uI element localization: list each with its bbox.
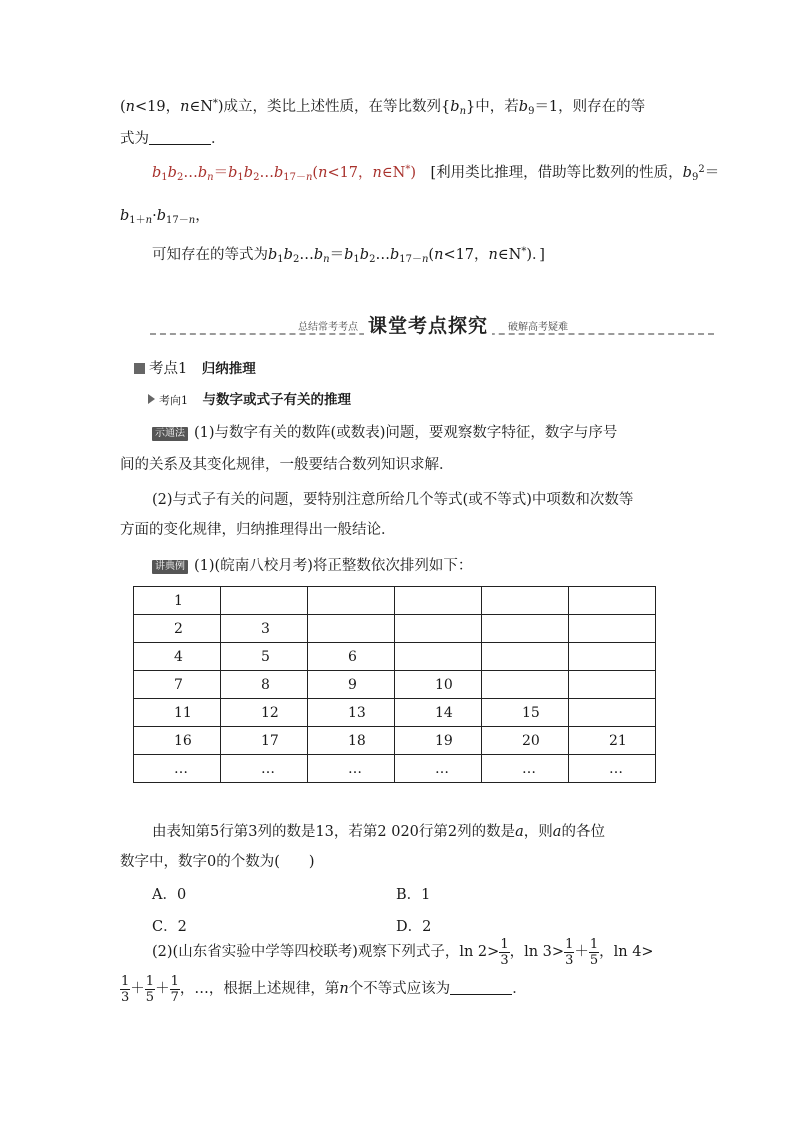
- answer-blank: [149, 130, 211, 145]
- table-cell: [569, 643, 656, 671]
- table-row: [134, 727, 656, 755]
- answer-line-2: $b_{1+n}\cdot b_{17-n}$，: [120, 208, 210, 226]
- method-p1-line2: 间的关系及其变化规律，一般要结合数列知识求解．: [120, 457, 454, 473]
- integer-table: [133, 586, 656, 783]
- table-cell: 10: [395, 671, 482, 699]
- table-cell: [395, 587, 482, 615]
- table-cell: [569, 699, 656, 727]
- table-row: [134, 587, 656, 615]
- table-cell: 7: [134, 671, 221, 699]
- table-cell: 16: [134, 727, 221, 755]
- fraction: $\frac{1}{3}$: [565, 936, 574, 968]
- table-row: [134, 643, 656, 671]
- table-row: [134, 671, 656, 699]
- option-a[interactable]: A．0: [152, 887, 187, 903]
- table-cell: 1: [134, 587, 221, 615]
- table-cell: 21: [569, 727, 656, 755]
- banner-left-text: 总结常考考点: [298, 322, 358, 333]
- section-heading: 考点1 归纳推理: [134, 358, 256, 380]
- table-cell: [569, 587, 656, 615]
- table-cell: 13: [308, 699, 395, 727]
- method-p1-line1: 示通法 (1)与数字有关的数阵(或数表)问题，要观察数字特征，数字与序号: [152, 422, 617, 444]
- answer-line-3: 可知存在的等式为$b_1b_2\dots b_n=b_1b_2\dots b_{17-n}(n<17$，n∈N*)．]: [152, 246, 545, 265]
- triangle-bullet-icon: [148, 394, 155, 404]
- table-cell: [221, 587, 308, 615]
- table-cell: 15: [482, 699, 569, 727]
- table-row: [134, 755, 656, 783]
- fraction: $\frac{1}{7}$: [170, 973, 179, 1005]
- option-c[interactable]: C．2: [152, 919, 187, 935]
- table-cell: 20: [482, 727, 569, 755]
- table-cell: 5: [221, 643, 308, 671]
- table-cell: [569, 615, 656, 643]
- example-intro: 讲典例 (1)(皖南八校月考)将正整数依次排列如下：: [152, 555, 472, 577]
- table-cell: 3: [221, 615, 308, 643]
- table-row: [134, 615, 656, 643]
- option-b[interactable]: B．1: [396, 887, 431, 903]
- table-cell: 11: [134, 699, 221, 727]
- table-cell: 4: [134, 643, 221, 671]
- q1-line1: 由表知第5行第3列的数是13，若第2 020行第2列的数是a，则a的各位: [152, 824, 605, 840]
- table-cell: [395, 615, 482, 643]
- square-bullet-icon: [134, 363, 145, 374]
- answer-expression: $b_1b_2\dots b_n=b_1b_2\dots b_{17-n}(n<17$，n∈N*): [152, 164, 416, 183]
- table-cell: [569, 671, 656, 699]
- table-cell: …: [308, 755, 395, 783]
- fraction: $\frac{1}{3}$: [121, 973, 130, 1005]
- table-cell: 8: [221, 671, 308, 699]
- section-banner: [150, 310, 714, 338]
- table-cell: 12: [221, 699, 308, 727]
- table-cell: 19: [395, 727, 482, 755]
- table-cell: [482, 671, 569, 699]
- table-cell: 14: [395, 699, 482, 727]
- intro-line-1: (n<19，n∈N*)成立，类比上述性质，在等比数列$\{b_n\}$中，若$b_9=1$，则存在的等: [120, 98, 646, 117]
- banner-title: 课堂考点探究: [364, 311, 492, 338]
- q2-line1: (2)(山东省实验中学等四校联考)观察下列式子，ln 2> $\frac{1}{3}$ ，ln 3> $\frac{1}{3}$ ＋ $\frac{1}{5}$ ，ln 4>: [152, 936, 654, 968]
- fraction: $\frac{1}{5}$: [145, 973, 155, 1005]
- table-cell: …: [569, 755, 656, 783]
- table-cell: …: [482, 755, 569, 783]
- table-cell: 6: [308, 643, 395, 671]
- table-cell: [482, 587, 569, 615]
- sub-heading: 考向1 与数字或式子有关的推理: [148, 389, 351, 412]
- option-d[interactable]: D．2: [396, 919, 432, 935]
- table-cell: 2: [134, 615, 221, 643]
- table-cell: …: [221, 755, 308, 783]
- table-cell: …: [395, 755, 482, 783]
- q2-answer-blank: [450, 980, 512, 995]
- method-tag: 示通法: [152, 427, 188, 441]
- method-p2-line2: 方面的变化规律，归纳推理得出一般结论．: [120, 522, 396, 538]
- fraction: $\frac{1}{5}$: [589, 936, 599, 968]
- table-cell: 18: [308, 727, 395, 755]
- fraction: $\frac{1}{3}$: [500, 936, 509, 968]
- method-p2-line1: (2)与式子有关的问题，要特别注意所给几个等式(或不等式)中项数和次数等: [152, 492, 634, 508]
- table-cell: [308, 587, 395, 615]
- table-cell: [482, 615, 569, 643]
- example-tag: 讲典例: [152, 560, 188, 574]
- table-cell: …: [134, 755, 221, 783]
- table-cell: 9: [308, 671, 395, 699]
- banner-right-text: 破解高考疑难: [508, 322, 568, 333]
- answer-line-1: [152, 162, 719, 184]
- table-cell: [308, 615, 395, 643]
- q1-line2: 数字中，数字0的个数为( ): [120, 854, 315, 870]
- table-row: [134, 699, 656, 727]
- table-cell: [482, 643, 569, 671]
- intro-line-2: 式为 ．: [120, 131, 226, 147]
- table-cell: [395, 643, 482, 671]
- answer-bracket: [利用类比推理，借助等比数列的性质，$b_9^2=$: [430, 164, 720, 183]
- q2-line2: $\frac{1}{3}$ ＋ $\frac{1}{5}$ ＋ $\frac{1}{7}$ ，…，根据上述规律，第n个不等式应该为 ．: [121, 973, 527, 1005]
- table-cell: 17: [221, 727, 308, 755]
